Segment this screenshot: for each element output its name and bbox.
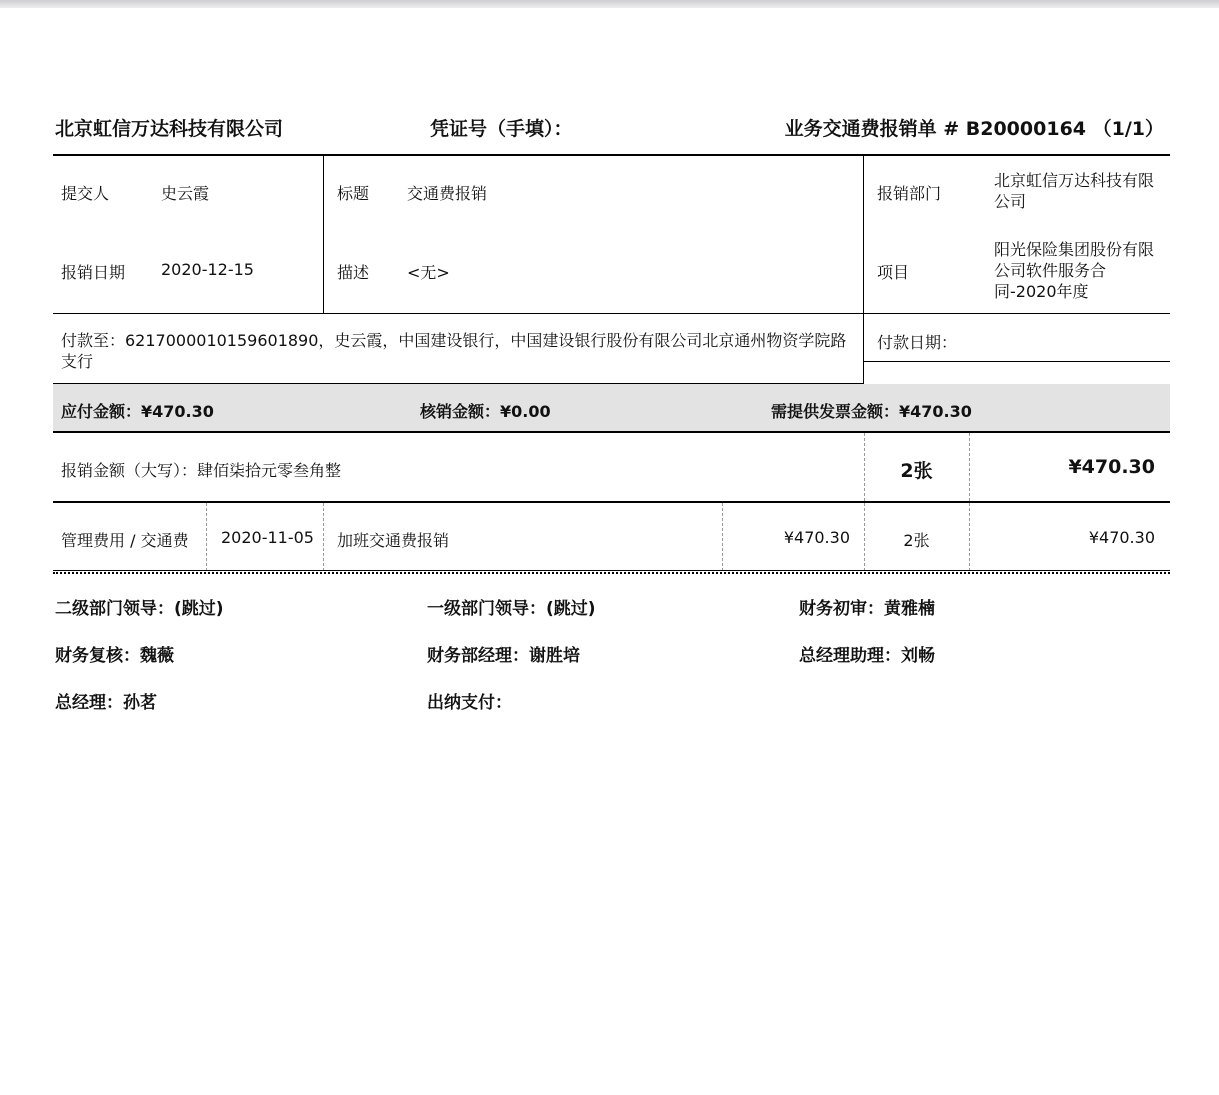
divider <box>969 433 970 501</box>
divider <box>53 501 1170 503</box>
summary-total: ¥470.30 <box>1068 456 1155 478</box>
table-row-invoice-count: 2张 <box>903 531 930 550</box>
divider <box>53 431 1170 433</box>
approval-cashier: 出纳支付： <box>427 693 512 713</box>
date-label: 报销日期 <box>61 263 126 282</box>
submitter-label: 提交人 <box>61 184 110 203</box>
pay-date-label: 付款日期： <box>877 333 958 352</box>
capital-amount: 报销金额（大写）：肆佰柒拾元零叁角整 <box>61 461 342 480</box>
approval-finance-initial: 财务初审：黄雅楠 <box>799 599 935 619</box>
divider <box>863 361 1170 362</box>
table-bottom-border <box>53 572 1170 574</box>
submitter-value: 史云霞 <box>161 184 210 203</box>
desc-value: <无> <box>407 263 450 282</box>
approval-finance-review: 财务复核：魏薇 <box>55 646 174 666</box>
company-name: 北京虹信万达科技有限公司 <box>55 118 284 140</box>
desc-label: 描述 <box>337 263 370 282</box>
approval-finance-manager: 财务部经理：谢胜培 <box>427 646 580 666</box>
amount-bar <box>53 384 1170 432</box>
voucher-number-label: 凭证号（手填）： <box>430 118 573 140</box>
divider <box>53 313 1170 314</box>
approval-l2-leader: 二级部门领导：(跳过) <box>55 599 224 619</box>
table-row-category: 管理费用 / 交通费 <box>61 531 189 550</box>
divider <box>323 503 324 571</box>
divider <box>863 156 864 384</box>
form-title: 业务交通费报销单 # B20000164 （1/1） <box>784 118 1164 140</box>
divider <box>53 570 1170 571</box>
table-top-border <box>53 154 1170 156</box>
dept-label: 报销部门 <box>877 184 942 203</box>
invoice-required-amount: 需提供发票金额：¥470.30 <box>771 402 972 421</box>
divider <box>969 503 970 571</box>
project-label: 项目 <box>877 263 910 282</box>
table-row-total: ¥470.30 <box>1088 528 1155 547</box>
project-value: 阳光保险集团股份有限公司软件服务合同-2020年度 <box>994 240 1155 301</box>
payable-amount: 应付金额：¥470.30 <box>61 402 214 421</box>
window-top-bar <box>0 0 1219 8</box>
title-value: 交通费报销 <box>407 184 488 203</box>
date-value: 2020-12-15 <box>161 260 254 279</box>
table-row-amount: ¥470.30 <box>783 528 850 547</box>
payee-info: 付款至：6217000010159601890，史云霞，中国建设银行，中国建设银行股份有限公司北京通州物资学院路支行 <box>61 331 847 371</box>
title-label: 标题 <box>337 184 370 203</box>
approval-gm-assistant: 总经理助理：刘畅 <box>799 646 935 666</box>
table-row-date: 2020-11-05 <box>221 528 314 547</box>
summary-invoice-count: 2张 <box>900 460 933 482</box>
verified-amount: 核销金额：¥0.00 <box>420 402 551 421</box>
dept-value: 北京虹信万达科技有限公司 <box>994 171 1155 211</box>
divider <box>206 503 207 571</box>
approval-gm: 总经理：孙茗 <box>55 693 157 713</box>
divider <box>323 156 324 314</box>
table-row-description: 加班交通费报销 <box>337 531 450 550</box>
divider <box>722 503 723 571</box>
approval-l1-leader: 一级部门领导：(跳过) <box>427 599 596 619</box>
